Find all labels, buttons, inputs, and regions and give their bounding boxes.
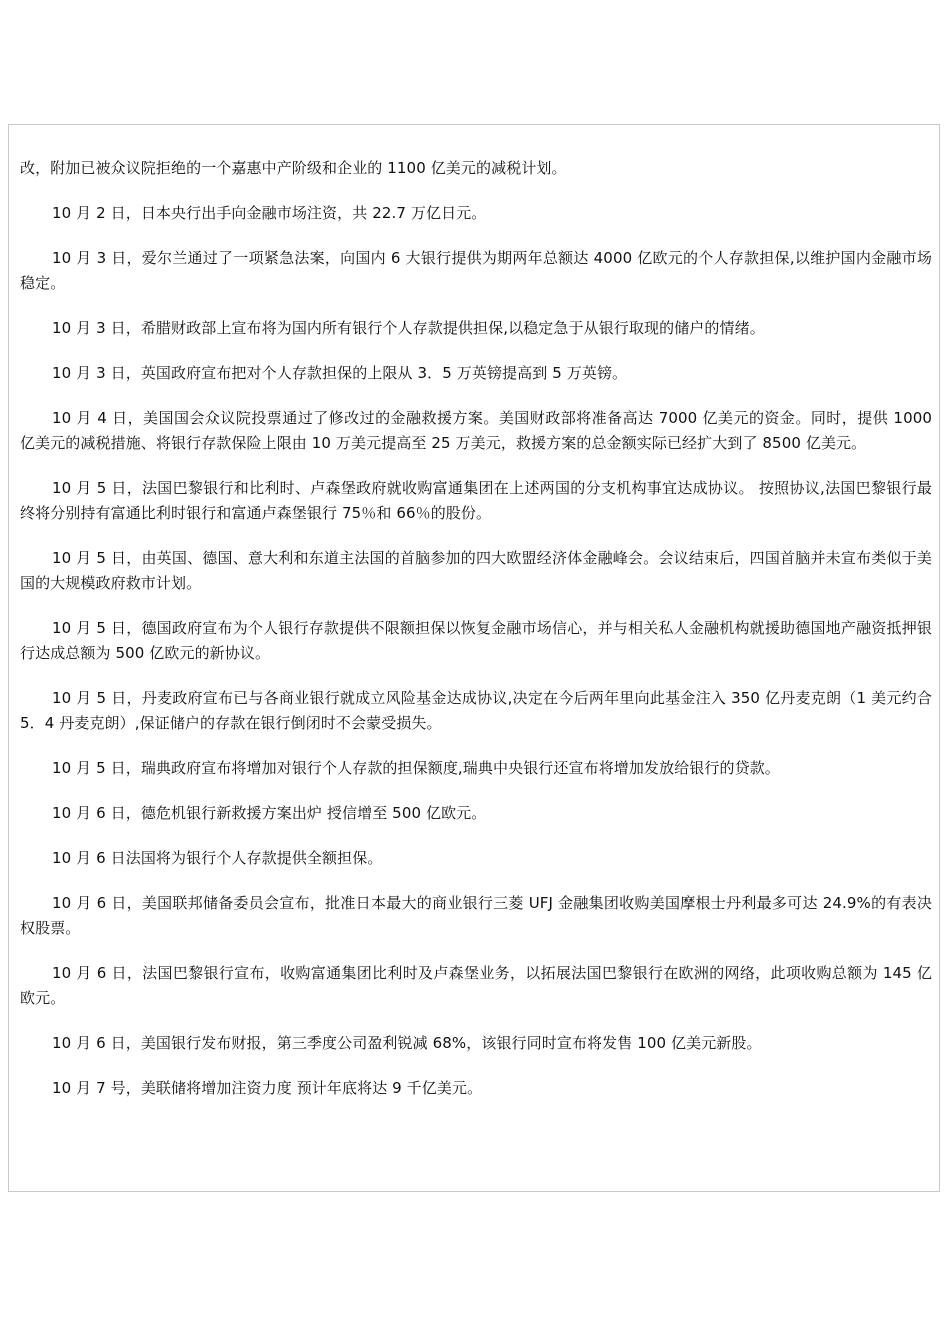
paragraph: 10 月 7 号，美联储将增加注资力度 预计年底将达 9 千亿美元。 xyxy=(52,1079,483,1097)
paragraph: 10 月 5 日，丹麦政府宣布已与各商业银行就成立风险基金达成协议,决定在今后两年里向此基金注入 350 亿丹麦克朗（1 美元约合 5．4 丹麦克朗）,保证储户的存款在银行倒闭时不会蒙受损失。 xyxy=(20,689,932,732)
paragraph: 10 月 3 日，爱尔兰通过了一项紧急法案，向国内 6 大银行提供为期两年总额达 4000 亿欧元的个人存款担保,以维护国内金融市场稳定。 xyxy=(20,249,932,292)
paragraph: 10 月 6 日法国将为银行个人存款提供全额担保。 xyxy=(52,849,383,867)
paragraph: 改，附加已被众议院拒绝的一个嘉惠中产阶级和企业的 1100 亿美元的减税计划。 xyxy=(20,159,567,177)
paragraph: 10 月 5 日，法国巴黎银行和比利时、卢森堡政府就收购富通集团在上述两国的分支机构事宜达成协议。 按照协议,法国巴黎银行最终将分别持有富通比利时银行和富通卢森堡银行 75％和 66％的股份。 xyxy=(20,479,932,522)
paragraph: 10 月 5 日，瑞典政府宣布将增加对银行个人存款的担保额度,瑞典中央银行还宣布将增加发放给银行的贷款。 xyxy=(52,759,780,777)
paragraph: 10 月 3 日，英国政府宣布把对个人存款担保的上限从 3．5 万英镑提高到 5 万英镑。 xyxy=(52,364,628,382)
paragraph: 10 月 6 日，德危机银行新救援方案出炉 授信增至 500 亿欧元。 xyxy=(52,804,487,822)
paragraph: 10 月 2 日，日本央行出手向金融市场注资，共 22.7 万亿日元。 xyxy=(52,204,487,222)
paragraph: 10 月 4 日，美国国会众议院投票通过了修改过的金融救援方案。美国财政部将准备高达 7000 亿美元的资金。同时，提供 1000 亿美元的减税措施、将银行存款保险上限由 10 万美元提高至 25 万美元，救援方案的总金额实际已经扩大到了 8500 亿美元。 xyxy=(20,409,932,452)
paragraph: 10 月 6 日，美国联邦储备委员会宣布，批准日本最大的商业银行三菱 UFJ 金融集团收购美国摩根士丹利最多可达 24.9%的有表决权股票。 xyxy=(20,894,932,937)
paragraph: 10 月 5 日，由英国、德国、意大利和东道主法国的首脑参加的四大欧盟经济体金融峰会。会议结束后，四国首脑并未宣布类似于美国的大规模政府救市计划。 xyxy=(20,549,932,592)
paragraph: 10 月 5 日，德国政府宣布为个人银行存款提供不限额担保以恢复金融市场信心，并与相关私人金融机构就援助德国地产融资抵押银行达成总额为 500 亿欧元的新协议。 xyxy=(20,619,932,662)
paragraph: 10 月 6 日，法国巴黎银行宣布，收购富通集团比利时及卢森堡业务，以拓展法国巴黎银行在欧洲的网络，此项收购总额为 145 亿欧元。 xyxy=(20,964,932,1007)
paragraph: 10 月 6 日，美国银行发布财报，第三季度公司盈利锐减 68%，该银行同时宣布将发售 100 亿美元新股。 xyxy=(52,1034,762,1052)
document-body xyxy=(20,156,932,1121)
paragraph: 10 月 3 日，希腊财政部上宣布将为国内所有银行个人存款提供担保,以稳定急于从银行取现的储户的情绪。 xyxy=(52,319,765,337)
